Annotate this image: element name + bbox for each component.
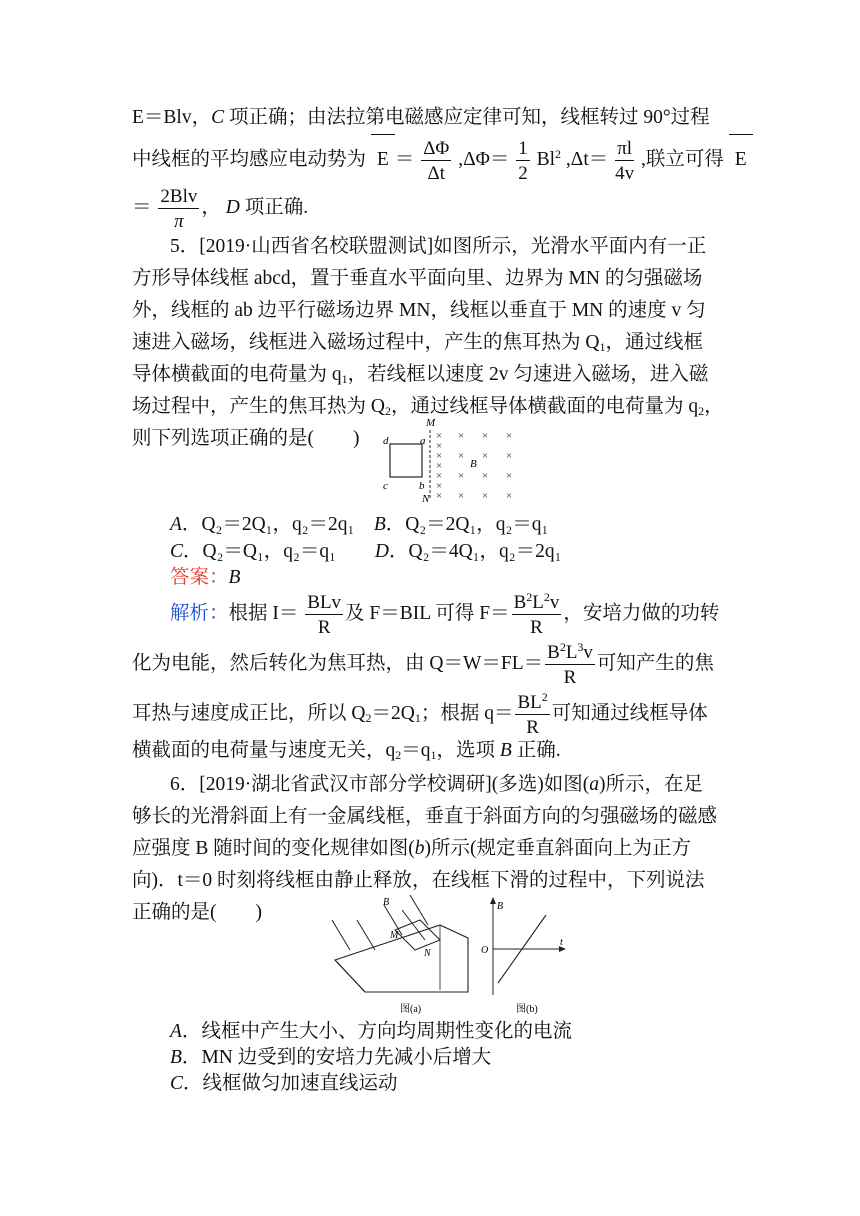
q5-option-a: Q₂＝2Q₁，q₂＝2q₁ [201, 514, 355, 535]
q6-figure-b [478, 895, 578, 1020]
svg-text:×: × [506, 490, 513, 502]
svg-text:×: × [482, 430, 489, 442]
svg-text:×: × [458, 430, 465, 442]
fig-b-origin: O [481, 945, 489, 956]
svg-text:×: × [482, 490, 489, 502]
svg-text:×: × [506, 470, 513, 482]
svg-text:×: × [436, 470, 443, 482]
q6-line-3: 应强度 B 随时间的变化规律如图(b)所示(规定垂直斜面向上为正方 [132, 838, 692, 859]
q5-line-2: 方形导体线框 abcd，置于垂直水平面向里、边界为 MN 的匀强磁场 [132, 268, 703, 289]
label-b-field: B [470, 458, 477, 470]
fig-a-label-n: N [424, 948, 431, 959]
svg-text:×: × [458, 450, 465, 462]
q5-answer: 答案：B [170, 567, 241, 588]
q5-line-1: 5．[2019·山西省名校联盟测试]如图所示，光滑水平面内有一正 [170, 236, 707, 257]
fraction-pil-4v: $\frac{\pi l}{4v}$ [615, 137, 635, 184]
label-a: a [420, 435, 426, 447]
svg-text:×: × [436, 460, 443, 472]
svg-text:×: × [436, 440, 443, 452]
q5-analysis-line-2: 化为电能，然后转化为焦耳热，由 Q＝W＝FL＝ $\frac{B^2L^3v}{R}$ 可知产生的焦 [132, 639, 714, 688]
svg-text:×: × [436, 490, 443, 502]
q6-line-4: 向)．t＝0 时刻将线框由静止释放，在线框下滑的过程中，下列说法 [132, 870, 705, 891]
fig-b-axis-b: B [497, 901, 504, 912]
avg-emf-symbol-2: E [729, 138, 753, 182]
q6-line-1: 6．[2019·湖北省武汉市部分学校调研](多选)如图(a)所示，在足 [170, 774, 703, 795]
q5-option-d: Q₂＝4Q₁，q₂＝2q₁ [408, 541, 562, 562]
fraction-one-half: $\frac{1}{2}$ [518, 137, 528, 184]
svg-text:×: × [482, 470, 489, 482]
fig-a-label-m: M [390, 930, 399, 941]
avg-emf-symbol: E [371, 138, 395, 182]
label-d: d [383, 435, 389, 447]
q5-line-6: 场过程中，产生的焦耳热为 $Q_2$，通过线框导体横截面的电荷量为 $q_2$， [132, 396, 724, 418]
label-b: b [419, 480, 425, 492]
svg-text:×: × [436, 480, 443, 492]
q5-analysis-line-3: 耳热与速度成正比，所以 $Q_2=2Q_1$；根据 q＝ $\frac{BL^2}{R}$ 可知通过线框导体 [132, 689, 708, 738]
q6-option-a: A．线框中产生大小、方向均周期性变化的电流 [170, 1021, 572, 1042]
svg-text:×: × [436, 450, 443, 462]
label-c: c [383, 480, 388, 492]
q6-line-5: 正确的是( ) [132, 902, 262, 923]
svg-text:×: × [506, 450, 513, 462]
prev-line-2: 中线框的平均感应电动势为 E ＝ $\frac{\Delta\Phi}{\Delta t}$ ,ΔΦ＝ $\frac{1}{2}$ Bl$^2$ ,Δt＝ $\frac{\pi l}{4v}$ ,联立可得 E [132, 138, 753, 182]
svg-text:×: × [436, 430, 443, 442]
fraction-dphi-dt: $\frac{\Delta\Phi}{\Delta t}$ [423, 137, 450, 184]
q5-line-7: 则下列选项正确的是( ) [132, 428, 360, 449]
q5-figure [370, 414, 530, 506]
fig-b-axis-t: t [560, 937, 563, 948]
prev-line-3: ＝ $\frac{\text{2Blv}}{\pi}$ ， D 项正确. [132, 185, 309, 232]
q5-options-ab: A．Q₂＝2Q₁，q₂＝2q₁ B．Q₂＝2Q₁，q₂＝q₁ [170, 514, 549, 535]
q6-line-2: 够长的光滑斜面上有一金属线框，垂直于斜面方向的匀强磁场的磁感 [132, 806, 718, 827]
label-n: N [422, 493, 430, 505]
q5-option-c: Q₂＝Q₁，q₂＝q₁ [202, 541, 336, 562]
svg-text:×: × [458, 490, 465, 502]
svg-text:×: × [482, 450, 489, 462]
q6-option-c: C．线框做匀加速直线运动 [170, 1073, 398, 1094]
square-frame [390, 444, 422, 477]
fig-a-caption: 图(a) [400, 1004, 422, 1015]
q6-option-b: B．MN 边受到的安培力先减小后增大 [170, 1047, 492, 1068]
q5-option-b: Q₂＝2Q₁，q₂＝q₁ [405, 514, 549, 535]
fig-a-label-b: B [383, 897, 390, 908]
label-m: M [426, 417, 436, 429]
q5-line-5: 导体横截面的电荷量为 $q_1$，若线框以速度 2v 匀速进入磁场，进入磁 [132, 364, 709, 386]
q6-figure-a [330, 890, 480, 1020]
q5-analysis-line-4: 横截面的电荷量与速度无关，$q_2=q_1$，选项 B 正确. [132, 740, 561, 762]
svg-text:×: × [458, 470, 465, 482]
q5-options-cd: C．Q₂＝Q₁，q₂＝q₁ D．Q₂＝4Q₁，q₂＝2q₁ [170, 541, 562, 562]
q5-analysis-line-1: 解析：根据 I＝ $\frac{\text{BLv}}{R}$ 及 F＝BIL 可得 F＝ $\frac{B^2L^2v}{R}$ ，安培力做的功转 [170, 589, 720, 638]
fig-b-caption: 图(b) [516, 1004, 538, 1015]
q5-line-4: 速进入磁场，线框进入磁场过程中，产生的焦耳热为 $Q_1$，通过线框 [132, 332, 703, 354]
prev-line-1: E＝Blv，C 项正确；由法拉第电磁感应定律可知，线框转过 90°过程 [132, 107, 710, 128]
q5-line-3: 外，线框的 ab 边平行磁场边界 MN，线框以垂直于 MN 的速度 v 匀 [132, 300, 706, 321]
svg-text:×: × [506, 430, 513, 442]
fraction-2blv-pi: $\frac{\text{2Blv}}{\pi}$ [160, 185, 198, 232]
